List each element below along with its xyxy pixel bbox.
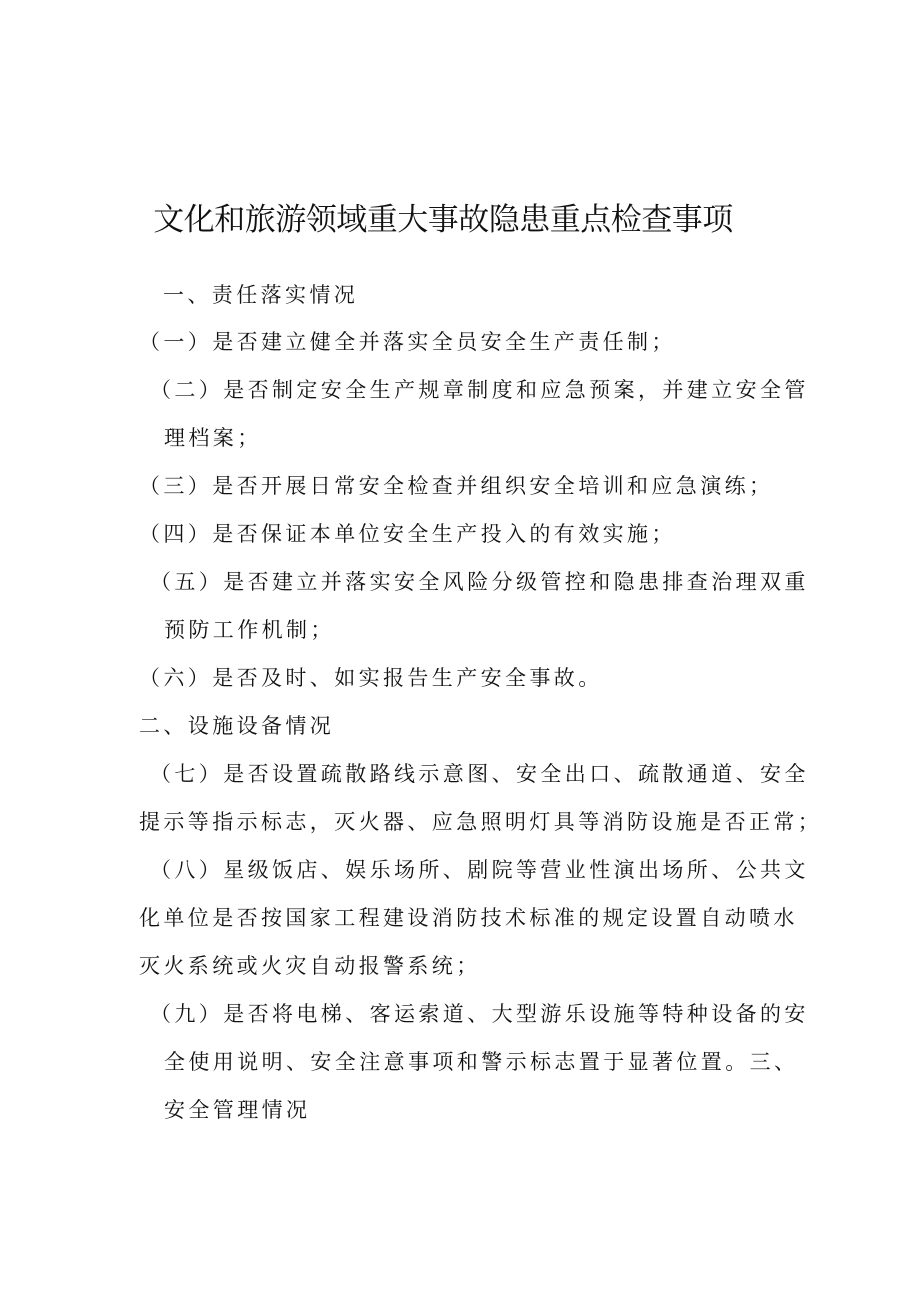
list-item-3: （三）是否开展日常安全检查并组织安全培训和应急演练； xyxy=(139,474,774,498)
list-item-5-line-1: （五）是否建立并落实安全风险分级管控和隐患排查治理双重 xyxy=(150,570,809,594)
section-heading-management: 安全管理情况 xyxy=(164,1098,311,1122)
list-item-5-line-2: 预防工作机制； xyxy=(164,618,335,642)
list-item-9-line-2: 全使用说明、安全注意事项和警示标志置于显著位置。三、 xyxy=(164,1050,799,1074)
list-item-2-line-1: （二）是否制定安全生产规章制度和应急预案，并建立安全管 xyxy=(150,378,809,402)
section-heading-facilities: 二、设施设备情况 xyxy=(139,714,335,738)
list-item-8-line-1: （八）星级饭店、娱乐场所、剧院等营业性演出场所、公共文 xyxy=(150,858,809,882)
list-item-9-line-1: （九）是否将电梯、客运索道、大型游乐设施等特种设备的安 xyxy=(150,1002,809,1026)
list-item-2-line-2: 理档案； xyxy=(164,426,262,450)
list-item-6: （六）是否及时、如实报告生产安全事故。 xyxy=(139,666,603,690)
list-item-1: （一）是否建立健全并落实全员安全生产责任制； xyxy=(139,330,676,354)
list-item-7-line-2: 提示等指示标志，灭火器、应急照明灯具等消防设施是否正常； xyxy=(139,810,823,834)
list-item-8-line-3: 灭火系统或火灾自动报警系统； xyxy=(139,954,481,978)
list-item-4: （四）是否保证本单位安全生产投入的有效实施； xyxy=(139,522,676,546)
section-heading-responsibility: 一、责任落实情况 xyxy=(163,283,359,307)
list-item-7-line-1: （七）是否设置疏散路线示意图、安全出口、疏散通道、安全 xyxy=(150,762,809,786)
list-item-8-line-2: 化单位是否按国家工程建设消防技术标准的规定设置自动喷水 xyxy=(139,906,798,930)
document-title: 文化和旅游领域重大事故隐患重点检查事项 xyxy=(153,202,733,238)
